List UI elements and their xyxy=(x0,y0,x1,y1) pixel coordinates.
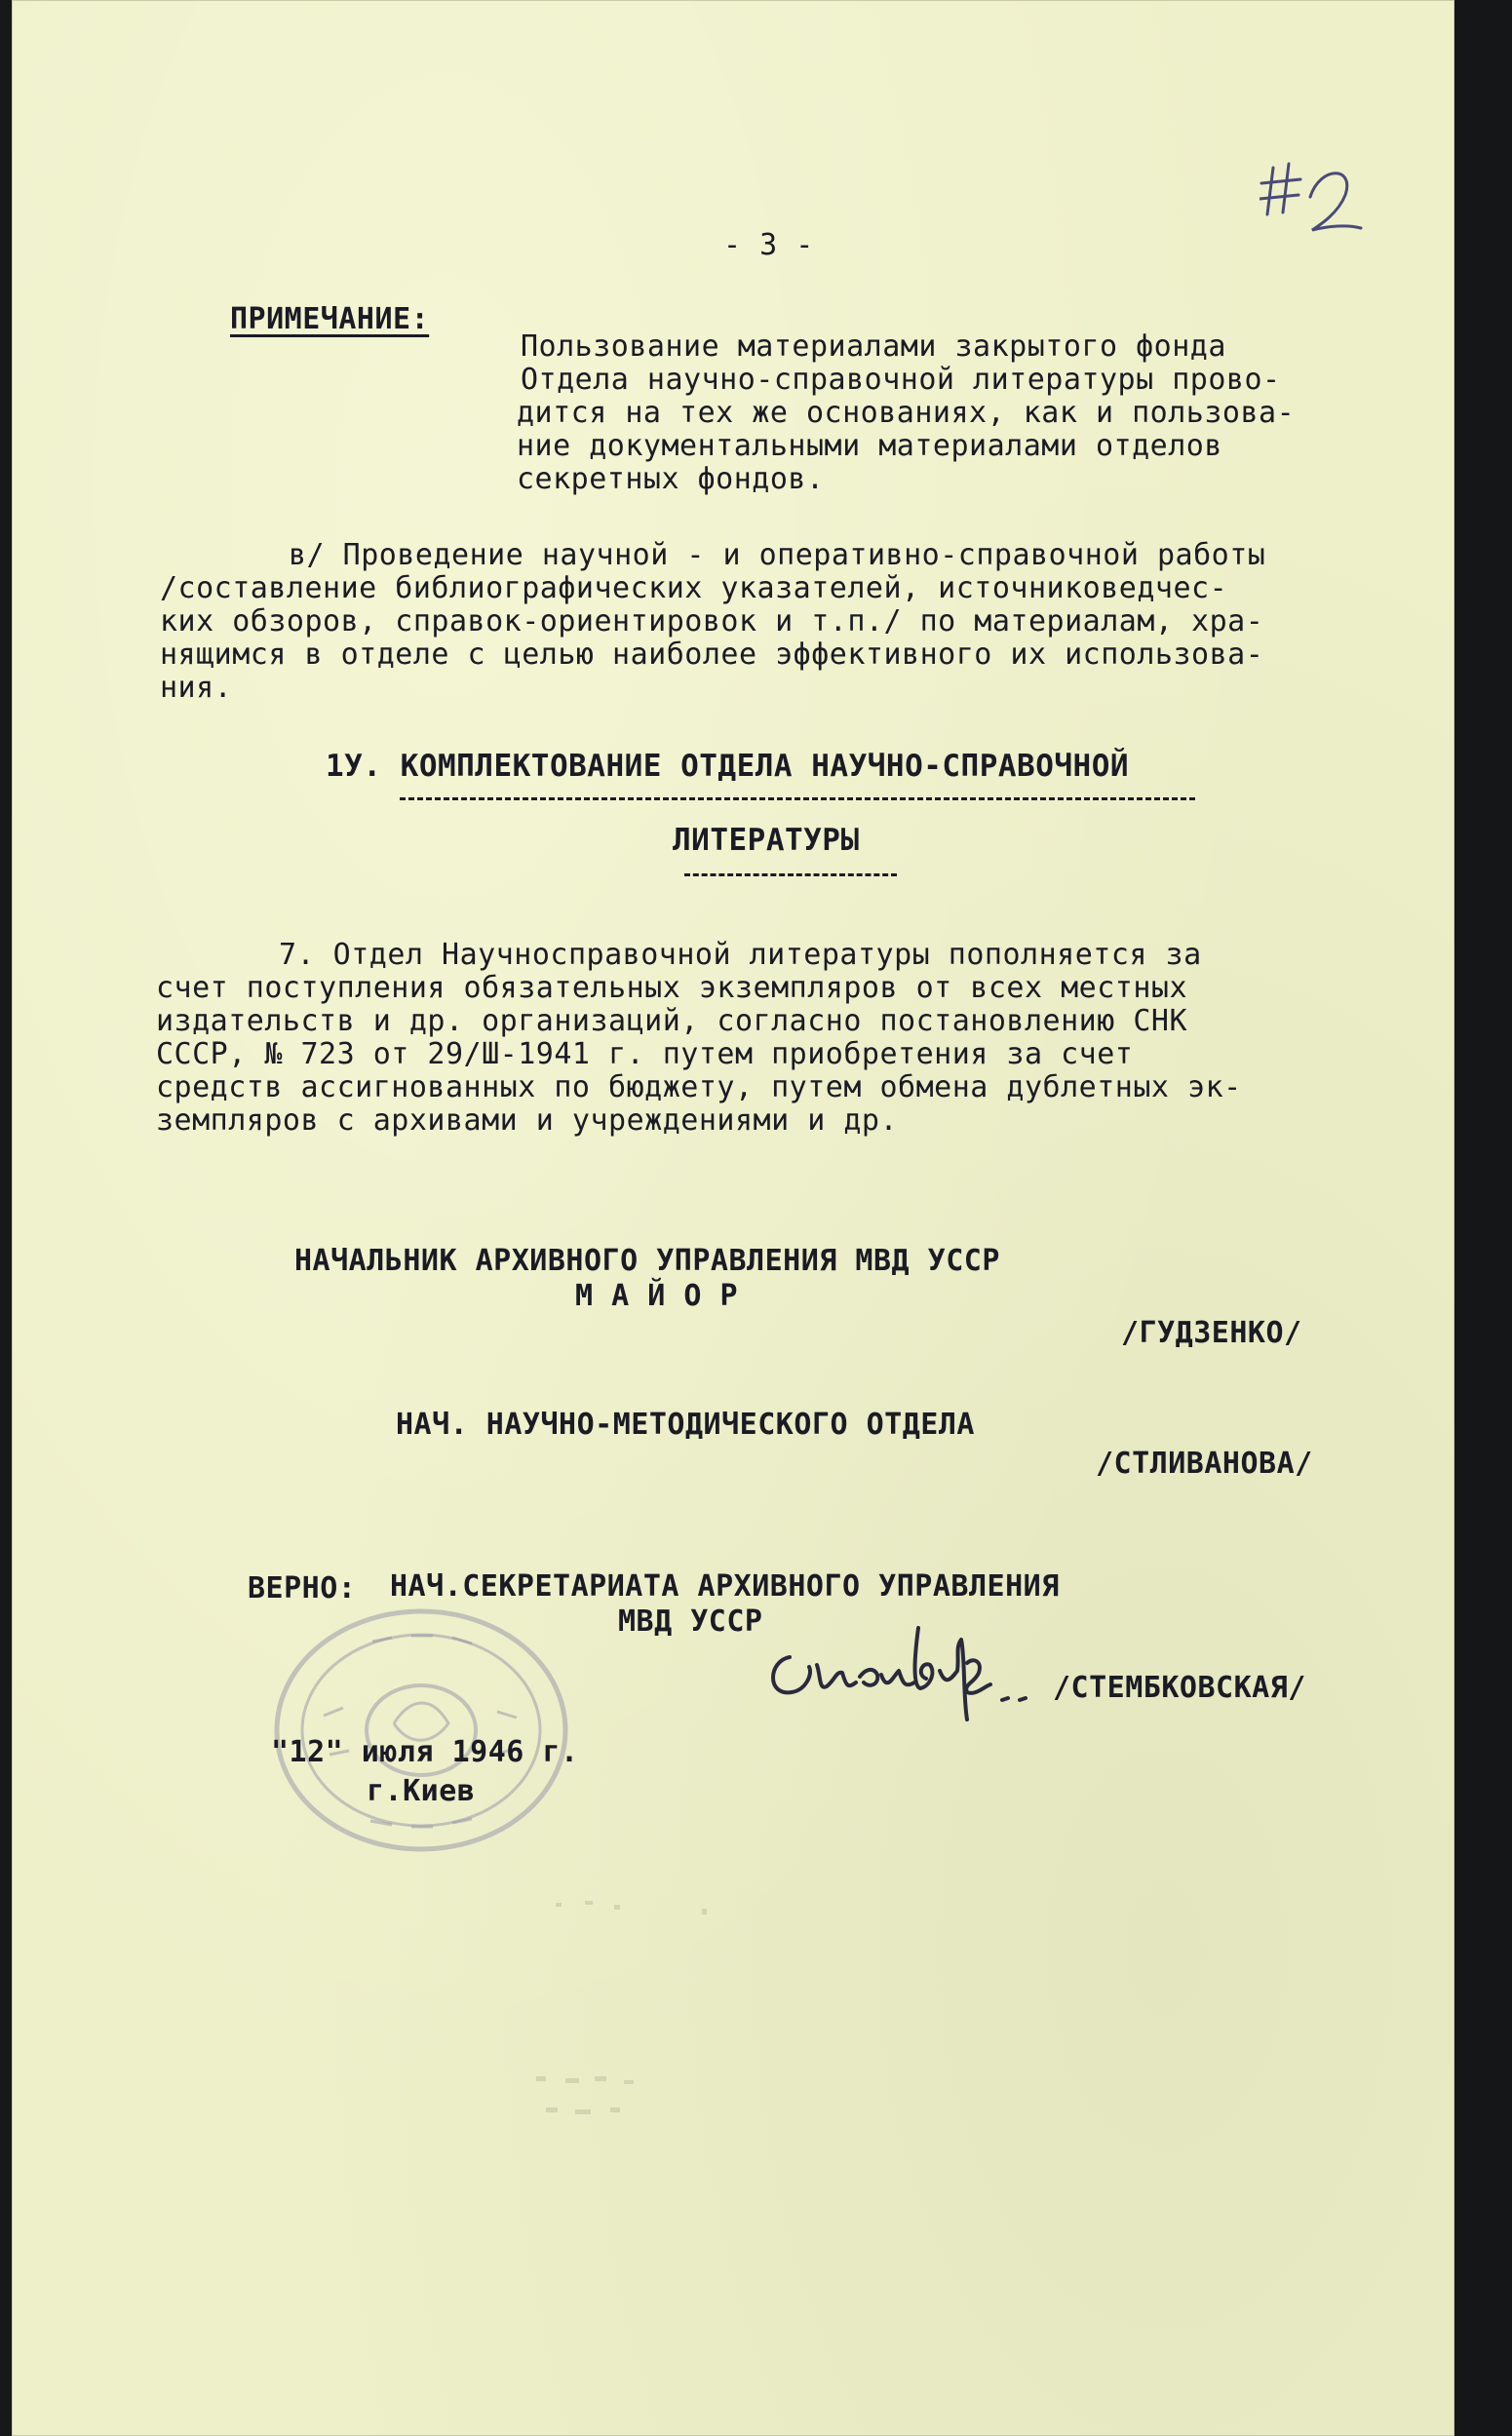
item-7-line: 7. Отдел Научносправочной литературы пополняется за xyxy=(279,938,1202,972)
note-line: ние документальными материалами отделов xyxy=(517,429,1222,463)
document-place: г.Киев xyxy=(367,1774,476,1808)
item-7-line: издательств и др. организаций, согласно постановлению СНК xyxy=(156,1004,1188,1038)
item-b-line: в/ Проведение научной - и оперативно-справочной работы xyxy=(289,538,1266,572)
section-heading: 1У. КОМПЛЕКТОВАНИЕ ОТДЕЛА НАУЧНО-СПРАВОЧНОЙ xyxy=(326,749,1130,784)
document-date: "12" июля 1946 г. xyxy=(271,1735,579,1769)
page-number: - 3 - xyxy=(723,228,814,262)
note-label: ПРИМЕЧАНИЕ: xyxy=(230,302,430,336)
bleed-through-marks xyxy=(526,1891,780,2125)
note-line: Пользование материалами закрытого фонда xyxy=(521,329,1226,364)
item-7-line: земпляров с архивами и учреждениями и др. xyxy=(156,1103,899,1138)
item-7-line: СССР, № 723 от 29/Ш-1941 г. путем приобретения за счет xyxy=(156,1037,1134,1071)
method-dept-title: НАЧ. НАУЧНО-МЕТОДИЧЕСКОГО ОТДЕЛА xyxy=(396,1408,975,1442)
item-b-line: ния. xyxy=(160,671,233,705)
chief-name: /ГУДЗЕНКО/ xyxy=(1121,1316,1302,1350)
secretariat-title: НАЧ.СЕКРЕТАРИАТА АРХИВНОГО УПРАВЛЕНИЯ xyxy=(390,1569,1060,1604)
heading-dash-underline xyxy=(400,797,1195,800)
verified-label: ВЕРНО: xyxy=(248,1571,357,1605)
item-7-line: счет поступления обязательных экземпляров от всех местных xyxy=(156,971,1188,1005)
item-b-line: ких обзоров, справок-ориентировок и т.п./ по материалам, хра- xyxy=(160,604,1264,638)
heading-dash-underline xyxy=(684,873,897,876)
section-heading-continued: ЛИТЕРАТУРЫ xyxy=(673,823,860,858)
item-b-line: /составление библиографических указателей, источниковедчес- xyxy=(160,571,1228,605)
note-line: Отдела научно-справочной литературы прово- xyxy=(521,363,1281,397)
method-dept-name: /СТЛИВАНОВА/ xyxy=(1096,1447,1313,1481)
secretariat-name: /СТЕМБКОВСКАЯ/ xyxy=(1053,1671,1306,1705)
handwritten-signature xyxy=(758,1618,1051,1725)
secretariat-org: МВД УССР xyxy=(618,1605,763,1639)
chief-rank: М А Й О Р xyxy=(575,1279,739,1313)
note-line: секретных фондов. xyxy=(517,462,825,496)
chief-title: НАЧАЛЬНИК АРХИВНОГО УПРАВЛЕНИЯ МВД УССР xyxy=(294,1244,1000,1278)
official-seal-stamp xyxy=(265,1599,577,1862)
item-b-line: нящимся в отделе с целью наиболее эффективного их использова- xyxy=(160,638,1264,672)
scan-background xyxy=(1454,0,1512,2436)
note-line: дится на тех же основаниях, как и пользова- xyxy=(517,396,1296,430)
item-7-line: средств ассигнованных по бюджету, путем обмена дублетных эк- xyxy=(156,1070,1242,1104)
archive-page-mark xyxy=(1260,158,1367,246)
